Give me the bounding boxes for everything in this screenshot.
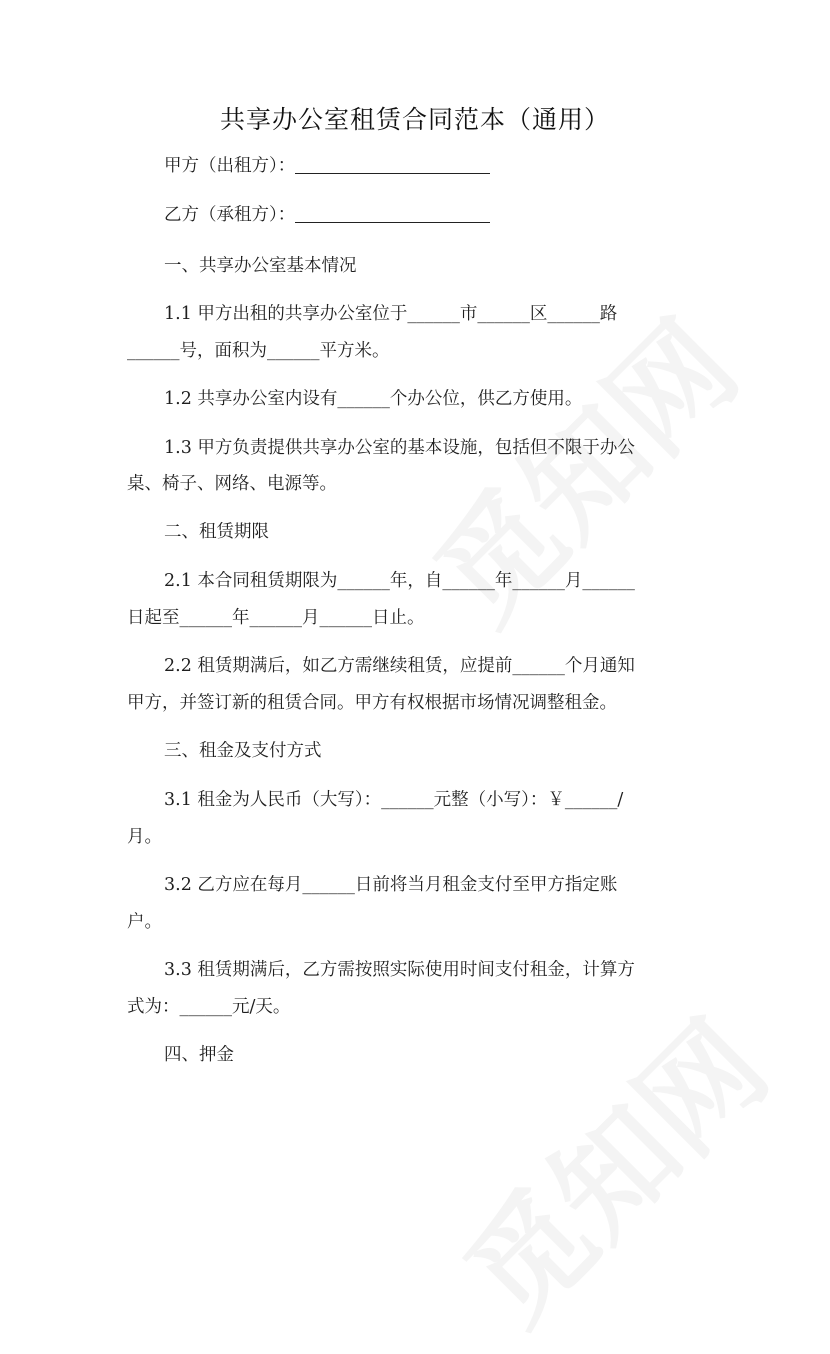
party-a-label: 甲方（出租方）：: [164, 156, 296, 176]
clause-line: 月。: [127, 827, 162, 847]
party-b-line: [127, 197, 734, 234]
section-heading: 一、共享办公室基本情况: [164, 256, 357, 276]
document-title: 共享办公室租赁合同范本（通用）: [219, 105, 610, 134]
party-a-blank: [295, 153, 490, 174]
clause-line: 2.2 租赁期满后，如乙方需继续租赁，应提前______个月通知: [164, 656, 635, 676]
clause-line: 1.1 甲方出租的共享办公室位于______市______区______路: [164, 304, 618, 324]
watermark: [422, 978, 798, 1354]
clause-line: 3.1 租金为人民币（大写）：______元整（小写）：￥______/: [164, 790, 624, 810]
party-a-line: [127, 148, 734, 185]
clause-line: 1.2 共享办公室内设有______个办公位，供乙方使用。: [164, 389, 583, 409]
clause-line: 3.3 租赁期满后，乙方需按照实际使用时间支付租金，计算方: [164, 960, 635, 980]
section-heading: 二、租赁期限: [164, 522, 269, 542]
clause-line: 日起至______年______月______日止。: [127, 608, 425, 628]
clause-line: 桌、椅子、网络、电源等。: [127, 474, 337, 494]
party-b-label: 乙方（承租方）：: [164, 205, 296, 225]
clause-line: ______号，面积为______平方米。: [127, 341, 390, 361]
clause-line: 式为：______元/天。: [127, 997, 291, 1017]
clause-line: 1.3 甲方负责提供共享办公室的基本设施，包括但不限于办公: [164, 438, 635, 458]
section-heading: 三、租金及支付方式: [164, 741, 322, 761]
section-heading: 四、押金: [164, 1045, 234, 1065]
clause-line: 户。: [127, 912, 162, 932]
clause-line: 甲方，并签订新的租赁合同。甲方有权根据市场情况调整租金。: [127, 693, 617, 713]
party-b-blank: [295, 202, 490, 223]
clause-line: 2.1 本合同租赁期限为______年，自______年______月______: [164, 571, 635, 591]
clause-line: 3.2 乙方应在每月______日前将当月租金支付至甲方指定账: [164, 875, 618, 895]
